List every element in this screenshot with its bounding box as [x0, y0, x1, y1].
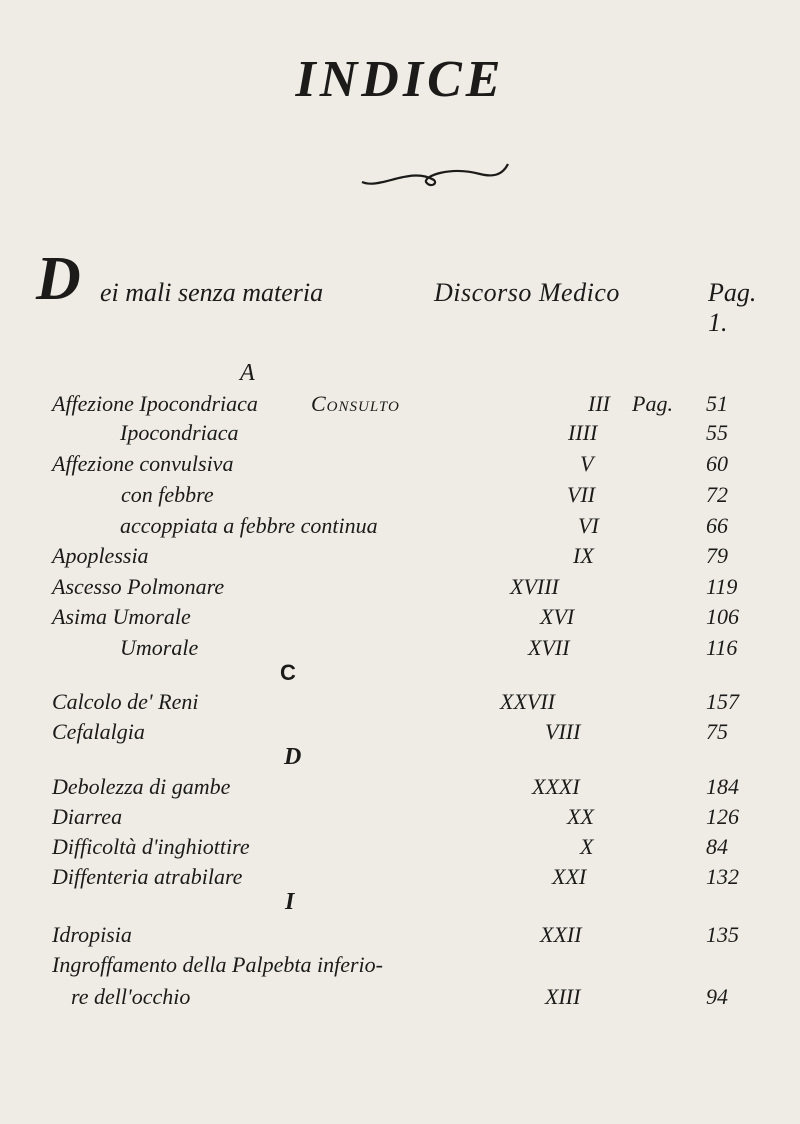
entry-label: Affezione convulsiva	[52, 451, 234, 476]
index-entry: Ascesso Polmonare XVIII 119	[52, 574, 738, 599]
entry-label: Ascesso Polmonare	[52, 574, 225, 599]
index-entry: Cefalalgia VIII 75	[52, 719, 728, 744]
entry-label: Idropisia	[52, 922, 132, 947]
section-letter-a: A	[240, 360, 255, 386]
entry-label: Debolezza di gambe	[52, 774, 231, 799]
index-entry: Apoplessia IX 79	[52, 543, 728, 568]
entry-page: 119	[706, 574, 738, 599]
intro-discourse: Discorso Medico	[434, 278, 620, 307]
section-letter-c: C	[280, 660, 296, 685]
entry-label: Cefalalgia	[52, 719, 145, 744]
entry-page: 51	[706, 391, 728, 416]
drop-cap: D	[36, 245, 81, 313]
entry-page: 94	[706, 984, 728, 1009]
entry-page: 75	[706, 719, 728, 744]
entry-label: Umorale	[120, 635, 199, 660]
entry-label: Ipocondriaca	[120, 420, 239, 445]
entry-page: 55	[706, 420, 728, 445]
index-entry: Umorale XVII 116	[120, 635, 738, 660]
entry-page: 60	[706, 451, 728, 476]
index-entry: Idropisia XXII 135	[52, 922, 739, 947]
entry-page: 72	[706, 482, 728, 507]
index-entry: Diffenteria atrabilare XXI 132	[52, 864, 739, 889]
flourish-ornament	[360, 158, 510, 198]
entry-page: 157	[706, 689, 739, 714]
entry-label: con febbre	[121, 482, 214, 507]
index-entry: Debolezza di gambe XXXI 184	[52, 774, 739, 799]
entry-label: Ingroffamento della Palpebta inferio-	[52, 952, 383, 977]
entry-page: 84	[706, 834, 728, 859]
entry-label: Apoplessia	[52, 543, 149, 568]
index-entry: Diarrea XX 126	[52, 804, 739, 829]
entry-label: Difficoltà d'inghiottire	[52, 834, 250, 859]
intro-page: Pag. 1.	[708, 278, 757, 337]
entry-page: 126	[706, 804, 739, 829]
section-letter-i: I	[285, 889, 295, 915]
entry-page: 106	[706, 604, 739, 629]
entry-page: 79	[706, 543, 728, 568]
page-title: INDICE	[295, 51, 505, 108]
entry-label: Calcolo de' Reni	[52, 689, 199, 714]
index-entry	[0, 952, 800, 980]
index-entry: con febbre VII 72	[121, 482, 728, 507]
entry-label: re dell'occhio	[71, 984, 191, 1009]
index-entry: Asima Umorale XVI 106	[52, 604, 739, 629]
entry-page: 116	[706, 635, 738, 660]
intro-line	[36, 245, 776, 337]
entry-page: 135	[706, 922, 739, 947]
index-entry: re dell'occhio XIII 94	[71, 984, 728, 1009]
entry-consulto: Consulto	[311, 391, 400, 416]
index-entry: accoppiata a febbre continua VI 66	[120, 513, 728, 538]
entry-label: Diarrea	[52, 804, 123, 829]
entry-pag: Pag.	[632, 391, 673, 416]
entry-page: 66	[706, 513, 728, 538]
index-entry: Difficoltà d'inghiottire X 84	[52, 834, 728, 859]
entry-page: 132	[706, 864, 739, 889]
index-entry	[0, 391, 800, 419]
intro-text: ei mali senza materia	[100, 278, 324, 307]
entry-label: Affezione Ipocondriaca	[52, 391, 258, 416]
entry-label: accoppiata a febbre continua	[120, 513, 378, 538]
entry-label: Asima Umorale	[52, 604, 191, 629]
index-entry: Ipocondriaca IIII 55	[120, 420, 728, 445]
entry-roman: III	[588, 391, 610, 416]
entry-page: 184	[706, 774, 739, 799]
index-entry: Affezione convulsiva V 60	[52, 451, 728, 476]
section-letter-d: D	[284, 744, 302, 770]
index-entry: Calcolo de' Reni XXVII 157	[52, 689, 739, 714]
entry-label: Diffenteria atrabilare	[52, 864, 243, 889]
